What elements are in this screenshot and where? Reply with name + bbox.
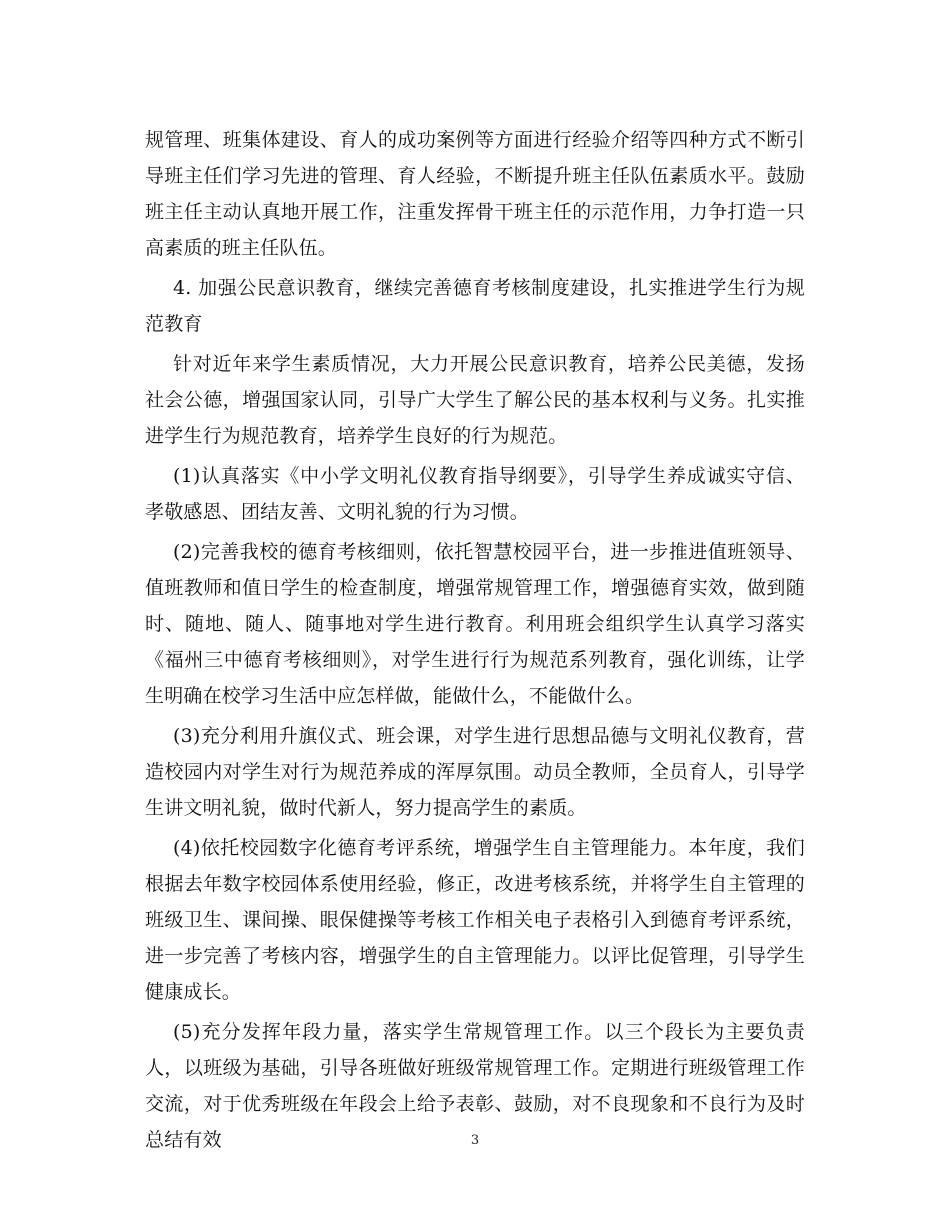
list-item-5: (5)充分发挥年段力量，落实学生常规管理工作。以三个段长为主要负责人，以班级为基础，引导各班做好班级常规管理工作。定期进行班级管理工作交流，对于优秀班级在年段会上给予表彰、鼓励，对不良现象和不良行为及时总结有效 — [145, 1021, 805, 1151]
page-number: 3 — [470, 1133, 480, 1148]
paragraph-continued: 规管理、班集体建设、育人的成功案例等方面进行经验介绍等四种方式不断引导班主任们学习先进的管理、育人经验，不断提升班主任队伍素质水平。鼓励班主任主动认真地开展工作，注重发挥骨干班主任的示范作用，力争打造一只高素质的班主任队伍。 — [145, 129, 805, 259]
section-heading-4: 4. 加强公民意识教育，继续完善德育考核制度建设，扎实推进学生行为规范教育 — [145, 277, 805, 335]
list-item-1: (1)认真落实《中小学文明礼仪教育指导纲要》，引导学生养成诚实守信、孝敬感恩、团结友善、文明礼貌的行为习惯。 — [145, 465, 805, 523]
list-item-4: (4)依托校园数字化德育考评系统，增强学生自主管理能力。本年度，我们根据去年数字校园体系使用经验，修正，改进考核系统，并将学生自主管理的班级卫生、课间操、眼保健操等考核工作相关电子表格引入到德育考评系统，进一步完善了考核内容，增强学生的自主管理能力。以评比促管理，引导学生健康成长。 — [145, 837, 805, 1003]
list-item-3: (3)充分利用升旗仪式、班会课，对学生进行思想品德与文明礼仪教育，营造校园内对学生对行为规范养成的浑厚氛围。动员全教师，全员育人，引导学生讲文明礼貌，做时代新人，努力提高学生的素质。 — [145, 725, 805, 819]
list-item-2: (2)完善我校的德育考核细则，依托智慧校园平台，进一步推进值班领导、值班教师和值日学生的检查制度，增强常规管理工作，增强德育实效，做到随时、随地、随人、随事地对学生进行教育。利用班会组织学生认真学习落实《福州三中德育考核细则》，对学生进行行为规范系列教育，强化训练，让学生明确在校学习生活中应怎样做，能做什么，不能做什么。 — [145, 541, 805, 707]
paragraph-intro: 针对近年来学生素质情况，大力开展公民意识教育，培养公民美德，发扬社会公德，增强国家认同，引导广大学生了解公民的基本权利与义务。扎实推进学生行为规范教育，培养学生良好的行为规范。 — [145, 353, 805, 447]
document-body — [145, 122, 805, 1158]
